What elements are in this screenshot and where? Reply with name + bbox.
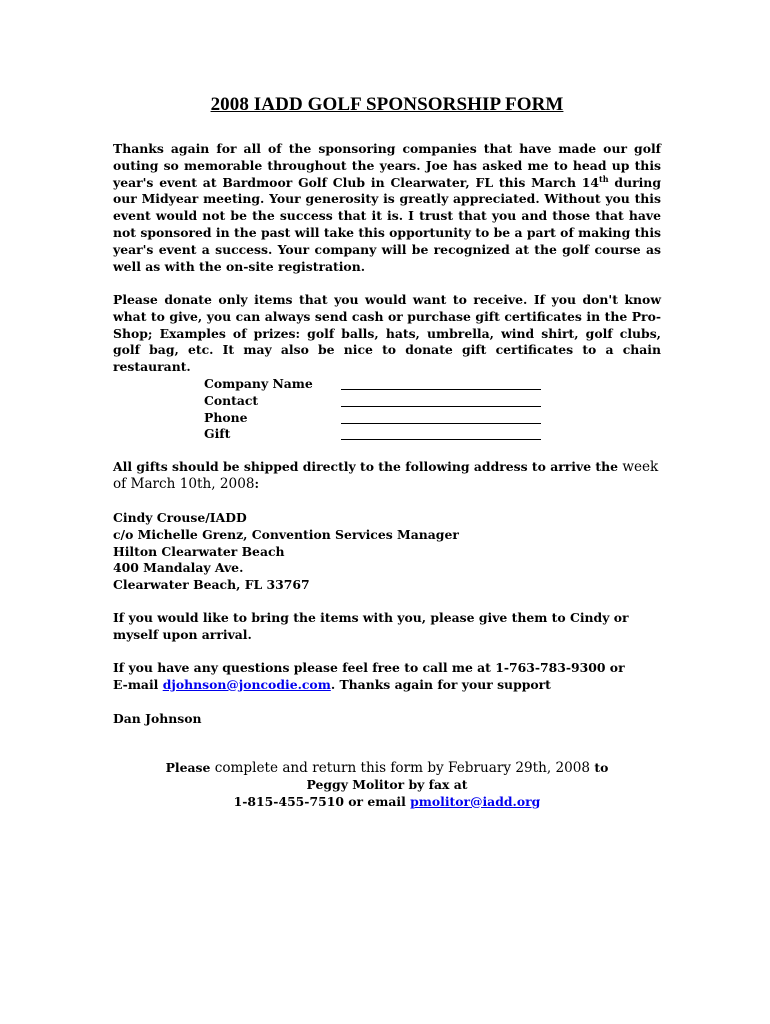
bring-items-paragraph: If you would like to bring the items with you, please give them to Cindy or myself upon arrival. bbox=[113, 610, 629, 642]
return-instructions bbox=[113, 760, 661, 810]
signature: Dan Johnson bbox=[113, 711, 202, 726]
shipping-week: week bbox=[618, 459, 659, 475]
questions-line: If you have any questions please feel free to call me at 1-763-783-9300 or bbox=[113, 660, 625, 675]
thanks-text: . Thanks again for your support bbox=[330, 676, 551, 692]
contact-email-link[interactable]: djohnson@joncodie.com bbox=[162, 676, 331, 692]
return-deadline: complete and return this form by February 29th, 2008 bbox=[210, 760, 595, 776]
field-label-company: Company Name bbox=[204, 376, 313, 391]
shipping-text: All gifts should be shipped directly to the following address to arrive the bbox=[113, 459, 619, 474]
address-line: Clearwater Beach, FL 33767 bbox=[113, 577, 310, 593]
address-line: Cindy Crouse/IADD bbox=[113, 510, 247, 525]
phone-field[interactable] bbox=[341, 412, 541, 424]
questions-email-line bbox=[113, 677, 661, 694]
intro-text-end: during our Midyear meeting. Your generosity is greatly appreciated. Without you this event would not be the success that it is. I trust that you and those that have not sponsored in the past will take this opportunity to be a part of making this year's event a success. Your company will be recognized at the golf course as well as with the on-site registration. bbox=[113, 174, 661, 274]
gift-field[interactable] bbox=[341, 428, 541, 440]
intro-paragraph bbox=[113, 141, 661, 275]
field-row-phone bbox=[204, 410, 564, 427]
to-text: to bbox=[594, 760, 609, 775]
page-title: 2008 IADD GOLF SPONSORSHIP FORM bbox=[210, 94, 564, 115]
address-line: Hilton Clearwater Beach bbox=[113, 543, 285, 559]
email-prefix: E-mail bbox=[113, 676, 163, 692]
shipping-colon: : bbox=[254, 475, 260, 491]
contact-field[interactable] bbox=[341, 395, 541, 407]
address-line: c/o Michelle Grenz, Convention Services Manager bbox=[113, 526, 459, 542]
questions-paragraph bbox=[113, 660, 661, 694]
field-label-gift: Gift bbox=[204, 426, 231, 442]
return-line-3 bbox=[113, 794, 661, 811]
return-email-link[interactable]: pmolitor@iadd.org bbox=[410, 793, 541, 809]
return-line-1 bbox=[113, 760, 661, 777]
shipping-paragraph bbox=[113, 459, 661, 493]
field-label-contact: Contact bbox=[204, 392, 259, 408]
please-text: Please bbox=[165, 760, 211, 775]
company-name-field[interactable] bbox=[341, 378, 541, 390]
shipping-address bbox=[113, 510, 661, 594]
donate-paragraph: Please donate only items that you would want to receive. If you don't know what to give, you can always send cash or purchase gift certificates in the Pro-Shop; Examples of prizes: golf balls, hats, umbrella, wind shirt, golf clubs, golf bag, etc. It may also be nice to donate gift certificates to a chain restaurant. bbox=[113, 292, 661, 375]
field-row-company bbox=[204, 376, 564, 393]
sponsor-fields bbox=[204, 376, 564, 443]
shipping-date: of March 10th, 2008 bbox=[113, 475, 255, 492]
return-line-2: Peggy Molitor by fax at bbox=[306, 776, 468, 792]
fax-number: 1-815-455-7510 or email bbox=[233, 793, 411, 809]
intro-text-start: Thanks again for all of the sponsoring companies that have made our golf outing so memorable throughout the years. Joe has asked me to head up this year's event at Bardmoor Golf Club in Clearwater, FL this March 14 bbox=[113, 141, 661, 190]
ordinal-suffix: th bbox=[599, 173, 609, 184]
field-label-phone: Phone bbox=[204, 409, 248, 425]
field-row-contact bbox=[204, 393, 564, 410]
address-line: 400 Mandalay Ave. bbox=[113, 560, 244, 576]
field-row-gift bbox=[204, 426, 564, 443]
